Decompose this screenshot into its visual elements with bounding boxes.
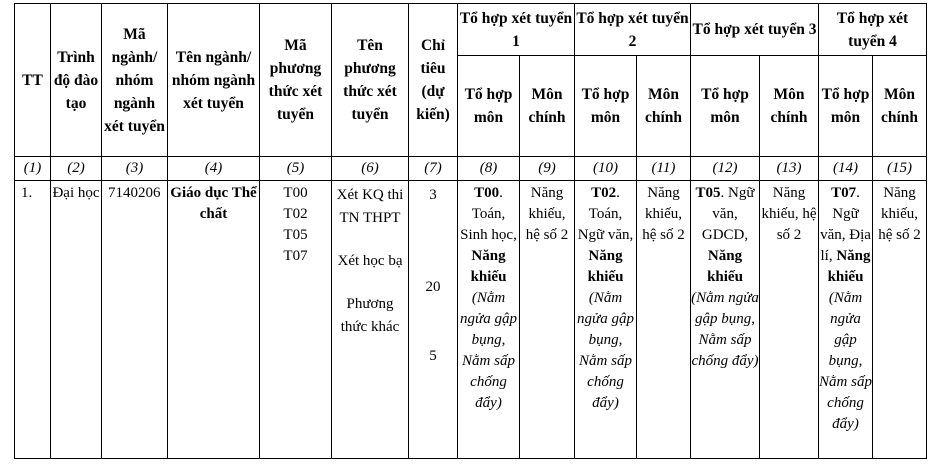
combo-3-cell: T05. Ngữ văn, GDCD, Năng khiếu (Nằm ngửa gập bụng, Nằm sấp chống đẩy) xyxy=(691,181,760,459)
combo-code: T00 xyxy=(474,185,500,201)
header-trinh-do: Trình độ đào tạo xyxy=(51,4,102,157)
header-to-hop-mon: Tổ hợp môn xyxy=(458,56,520,157)
header-ten-nganh: Tên ngành/ nhóm ngành xét tuyển xyxy=(168,4,260,157)
column-number: (9) xyxy=(520,157,575,181)
row-ten-phuong-thuc-cell xyxy=(332,181,409,459)
method-code: T05 xyxy=(283,227,308,243)
column-number: (7) xyxy=(409,157,458,181)
combo-2-cell: T02. Toán, Ngữ văn, Năng khiếu (Nằm ngửa gập bụng, Nằm sấp chống đẩy) xyxy=(575,181,637,459)
combo-subjects: Ngữ văn, Địa lí, xyxy=(820,206,871,264)
admission-table xyxy=(14,3,927,459)
row-trinh-do: Đại học xyxy=(51,181,102,459)
combo-subjects: Toán, Ngữ văn, xyxy=(577,206,634,243)
row-ma-phuong-thuc-cell xyxy=(260,181,332,459)
combo-3-main-subject: Năng khiếu, hệ số 2 xyxy=(760,181,819,459)
header-mon-chinh: Môn chính xyxy=(873,56,927,157)
column-number: (6) xyxy=(332,157,409,181)
combo-note: (Nằm ngửa gập bụng, Nằm sấp chống đẩy) xyxy=(691,290,759,369)
header-mon-chinh: Môn chính xyxy=(637,56,691,157)
method-name: Xét KQ thi TN THPT xyxy=(336,187,404,226)
method-code: T07 xyxy=(283,248,308,264)
combo-nang-khieu: Năng khiếu xyxy=(827,248,871,285)
header-to-hop-mon: Tổ hợp môn xyxy=(575,56,637,157)
header-ma-nganh: Mã ngành/ nhóm ngành xét tuyển xyxy=(102,4,168,157)
combo-code: T02 xyxy=(591,185,617,201)
header-ten-phuong-thuc: Tên phương thức xét tuyển xyxy=(332,4,409,157)
method-code: T00 xyxy=(283,185,308,201)
header-mon-chinh: Môn chính xyxy=(760,56,819,157)
row-ten-nganh: Giáo dục Thể chất xyxy=(168,181,260,459)
combo-4-main-subject: Năng khiếu, hệ số 2 xyxy=(873,181,927,459)
row-chi-tieu-cell xyxy=(409,181,458,459)
row-tt: 1. xyxy=(15,181,51,459)
column-number: (2) xyxy=(51,157,102,181)
method-code: T02 xyxy=(283,206,308,222)
column-number: (14) xyxy=(819,157,873,181)
column-number: (1) xyxy=(15,157,51,181)
combo-code: T07 xyxy=(831,185,857,201)
combo-note: (Nằm ngửa gập bụng, Nằm sấp chống đẩy) xyxy=(577,290,634,411)
header-to-hop-1: Tổ hợp xét tuyển 1 xyxy=(458,4,575,56)
combo-2-main-subject: Năng khiếu, hệ số 2 xyxy=(637,181,691,459)
combo-nang-khieu: Năng khiếu xyxy=(587,248,624,285)
row-ma-nganh: 7140206 xyxy=(102,181,168,459)
column-number: (13) xyxy=(760,157,819,181)
column-number: (3) xyxy=(102,157,168,181)
quota-value: 3 xyxy=(429,187,437,203)
column-number: (10) xyxy=(575,157,637,181)
header-chi-tieu: Chỉ tiêu (dự kiến) xyxy=(409,4,458,157)
combo-code: T05 xyxy=(695,185,721,201)
header-to-hop-4: Tổ hợp xét tuyển 4 xyxy=(819,4,927,56)
combo-note: (Nằm ngửa gập bụng, Nằm sấp chống đẩy) xyxy=(819,290,872,432)
header-to-hop-mon: Tổ hợp môn xyxy=(819,56,873,157)
combo-4-cell: T07. Ngữ văn, Địa lí, Năng khiếu (Nằm ngửa gập bụng, Nằm sấp chống đẩy) xyxy=(819,181,873,459)
combo-1-cell: T00. Toán, Sinh học, Năng khiếu (Nằm ngửa gập bụng, Nằm sấp chống đẩy) xyxy=(458,181,520,459)
header-to-hop-2: Tổ hợp xét tuyển 2 xyxy=(575,4,691,56)
table-row xyxy=(15,181,927,459)
quota-value: 20 xyxy=(425,279,441,295)
column-number: (15) xyxy=(873,157,927,181)
column-number: (4) xyxy=(168,157,260,181)
header-to-hop-3: Tổ hợp xét tuyển 3 xyxy=(691,4,819,56)
column-number: (11) xyxy=(637,157,691,181)
header-to-hop-mon: Tổ hợp môn xyxy=(691,56,760,157)
column-number: (12) xyxy=(691,157,760,181)
column-number: (5) xyxy=(260,157,332,181)
column-number: (8) xyxy=(458,157,520,181)
header-ma-phuong-thuc: Mã phương thức xét tuyển xyxy=(260,4,332,157)
combo-nang-khieu: Năng khiếu xyxy=(707,248,743,285)
combo-1-main-subject: Năng khiếu, hệ số 2 xyxy=(520,181,575,459)
header-tt: TT xyxy=(15,4,51,157)
header-mon-chinh: Môn chính xyxy=(520,56,575,157)
combo-nang-khieu: Năng khiếu xyxy=(470,248,507,285)
combo-subjects: Ngữ văn, GDCD, xyxy=(701,185,755,243)
method-name: Xét học bạ xyxy=(337,253,403,269)
quota-value: 5 xyxy=(429,348,437,364)
combo-subjects: Toán, Sinh học, xyxy=(460,206,517,243)
method-name: Phương thức khác xyxy=(340,296,400,335)
column-number-row xyxy=(15,157,927,181)
combo-note: (Nằm ngửa gập bụng, Nằm sấp chống đẩy) xyxy=(460,290,517,411)
